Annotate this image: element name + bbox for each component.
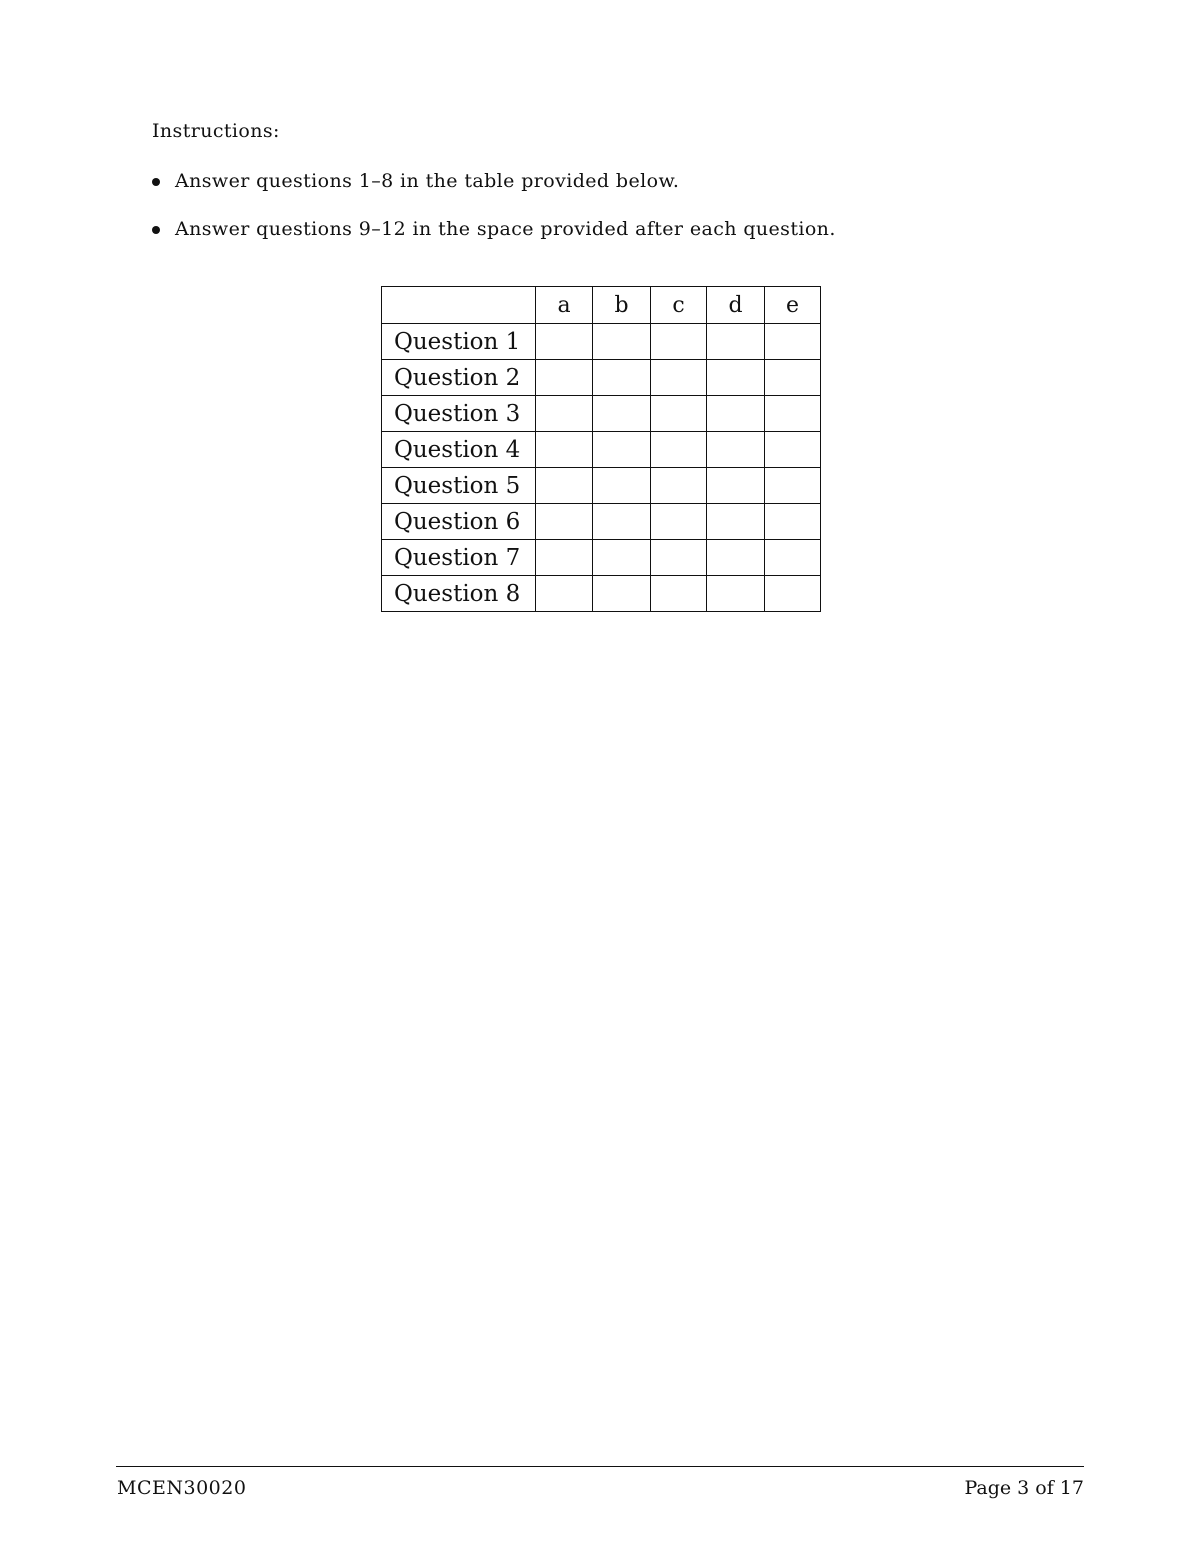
answer-cell[interactable]	[765, 468, 821, 504]
answer-cell[interactable]	[765, 540, 821, 576]
table-row	[382, 360, 821, 396]
footer-divider	[116, 1466, 1084, 1467]
table-row	[382, 540, 821, 576]
instructions-heading: Instructions:	[152, 120, 280, 142]
answer-table	[381, 286, 821, 612]
answer-cell[interactable]	[765, 396, 821, 432]
bullet-icon	[152, 178, 160, 186]
answer-cell[interactable]	[707, 468, 765, 504]
answer-cell[interactable]	[707, 540, 765, 576]
answer-cell[interactable]	[536, 396, 593, 432]
column-header-c: c	[651, 287, 707, 324]
answer-cell[interactable]	[651, 540, 707, 576]
instructions-list	[152, 168, 836, 264]
answer-cell[interactable]	[536, 540, 593, 576]
answer-cell[interactable]	[707, 432, 765, 468]
table-header-row	[382, 287, 821, 324]
answer-cell[interactable]	[593, 324, 651, 360]
row-label: Question 2	[382, 360, 536, 396]
answer-cell[interactable]	[765, 576, 821, 612]
row-label: Question 6	[382, 504, 536, 540]
answer-cell[interactable]	[707, 360, 765, 396]
row-label: Question 8	[382, 576, 536, 612]
answer-cell[interactable]	[651, 432, 707, 468]
instruction-text: Answer questions 9–12 in the space provided after each question.	[175, 218, 836, 240]
table-row	[382, 468, 821, 504]
page-number: Page 3 of 17	[964, 1477, 1084, 1499]
table-row	[382, 396, 821, 432]
table-row	[382, 432, 821, 468]
answer-cell[interactable]	[765, 432, 821, 468]
answer-cell[interactable]	[651, 576, 707, 612]
answer-cell[interactable]	[536, 504, 593, 540]
answer-cell[interactable]	[593, 432, 651, 468]
column-header-b: b	[593, 287, 651, 324]
answer-cell[interactable]	[593, 504, 651, 540]
answer-cell[interactable]	[593, 360, 651, 396]
answer-cell[interactable]	[593, 468, 651, 504]
table-row	[382, 324, 821, 360]
bullet-icon	[152, 226, 160, 234]
table-row	[382, 576, 821, 612]
answer-cell[interactable]	[593, 540, 651, 576]
answer-cell[interactable]	[765, 324, 821, 360]
answer-cell[interactable]	[707, 576, 765, 612]
answer-cell[interactable]	[536, 324, 593, 360]
answer-cell[interactable]	[651, 360, 707, 396]
answer-cell[interactable]	[536, 360, 593, 396]
row-label: Question 7	[382, 540, 536, 576]
answer-cell[interactable]	[651, 468, 707, 504]
row-label: Question 4	[382, 432, 536, 468]
row-label: Question 1	[382, 324, 536, 360]
course-code: MCEN30020	[117, 1477, 247, 1499]
answer-cell[interactable]	[765, 504, 821, 540]
answer-cell[interactable]	[651, 396, 707, 432]
column-header-d: d	[707, 287, 765, 324]
answer-cell[interactable]	[707, 324, 765, 360]
answer-cell[interactable]	[651, 504, 707, 540]
answer-cell[interactable]	[536, 576, 593, 612]
answer-cell[interactable]	[651, 324, 707, 360]
answer-cell[interactable]	[707, 396, 765, 432]
answer-cell[interactable]	[593, 396, 651, 432]
answer-cell[interactable]	[707, 504, 765, 540]
row-label: Question 5	[382, 468, 536, 504]
answer-cell[interactable]	[593, 576, 651, 612]
answer-cell[interactable]	[536, 432, 593, 468]
row-label: Question 3	[382, 396, 536, 432]
instruction-item	[152, 216, 836, 264]
instruction-item	[152, 168, 836, 216]
table-row	[382, 504, 821, 540]
table-corner-cell	[382, 287, 536, 324]
column-header-a: a	[536, 287, 593, 324]
answer-cell[interactable]	[536, 468, 593, 504]
answer-cell[interactable]	[765, 360, 821, 396]
column-header-e: e	[765, 287, 821, 324]
instruction-text: Answer questions 1–8 in the table provided below.	[175, 170, 680, 192]
